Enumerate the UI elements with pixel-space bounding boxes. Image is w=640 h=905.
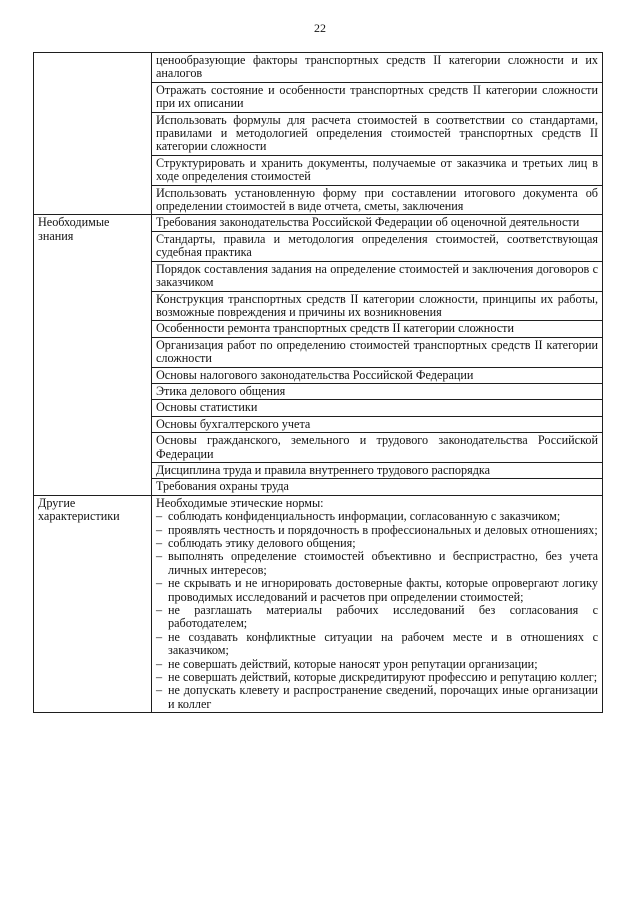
ethics-list [156,510,598,711]
list-item: – не допускать клевету и распространение сведений, порочащих иные организации и коллег [156,684,598,711]
table-row [34,495,603,713]
list-item: – не совершать действий, которые дискредитируют профессию и репутацию коллег; [156,671,598,684]
page-number: 22 [314,21,326,35]
list-item: – не скрывать и не игнорировать достоверные факты, которые опровергают логику проводимых исследований и расчетов при определении стоимостей; [156,577,598,604]
knowledge-item: Основы гражданского, земельного и трудового законодательства Российской Федерации [152,433,603,463]
knowledge-item: Требования законодательства Российской Федерации об оценочной деятельности [152,215,603,231]
list-item: – соблюдать этику делового общения; [156,537,598,550]
list-item: – соблюдать конфиденциальность информации, согласованную с заказчиком; [156,510,598,523]
knowledge-item: Основы налогового законодательства Российской Федерации [152,367,603,383]
skill-item: ценообразующие факторы транспортных средств II категории сложности и их аналогов [152,53,603,83]
list-item: – выполнять определение стоимостей объективно и беспристрастно, без учета личных интересов; [156,550,598,577]
knowledge-item: Этика делового общения [152,383,603,399]
other-cell [152,495,603,713]
knowledge-item: Конструкция транспортных средств II категории сложности, принципы их работы, возможные повреждения и причины их возникновения [152,291,603,321]
knowledge-item: Порядок составления задания на определение стоимостей и заключения договоров с заказчиком [152,261,603,291]
knowledge-item: Основы статистики [152,400,603,416]
knowledge-item: Организация работ по определению стоимостей транспортных средств II категории сложности [152,337,603,367]
list-item: – не создавать конфликтные ситуации на рабочем месте и в отношениях с заказчиком; [156,631,598,658]
skills-label-cell [34,53,152,215]
knowledge-item: Стандарты, правила и методология определения стоимостей, соответствующая судебная практика [152,231,603,261]
table-row [34,53,603,83]
list-item: – проявлять честность и порядочность в профессиональных и деловых отношениях; [156,524,598,537]
other-label: Другие характеристики [34,495,152,713]
knowledge-item: Основы бухгалтерского учета [152,416,603,432]
knowledge-item: Особенности ремонта транспортных средств II категории сложности [152,321,603,337]
knowledge-label: Необходимые знания [34,215,152,495]
knowledge-item: Дисциплина труда и правила внутреннего трудового распорядка [152,462,603,478]
list-item: – не разглашать материалы рабочих исследований без согласования с работодателем; [156,604,598,631]
skill-item: Использовать формулы для расчета стоимостей в соответствии со стандартами, правилами и методологией определения стоимостей транспортных средств II категории сложности [152,112,603,155]
knowledge-item: Требования охраны труда [152,479,603,495]
list-item: – не совершать действий, которые наносят урон репутации организации; [156,658,598,671]
skill-item: Структурировать и хранить документы, получаемые от заказчика и третьих лиц в ходе определения стоимостей [152,155,603,185]
skill-item: Использовать установленную форму при составлении итогового документа об определении стоимостей в виде отчета, сметы, заключения [152,185,603,215]
table-row [34,215,603,231]
ethics-intro: Необходимые этические нормы: [156,495,324,510]
qualification-table [33,52,603,713]
skill-item: Отражать состояние и особенности транспортных средств II категории сложности при их описании [152,82,603,112]
